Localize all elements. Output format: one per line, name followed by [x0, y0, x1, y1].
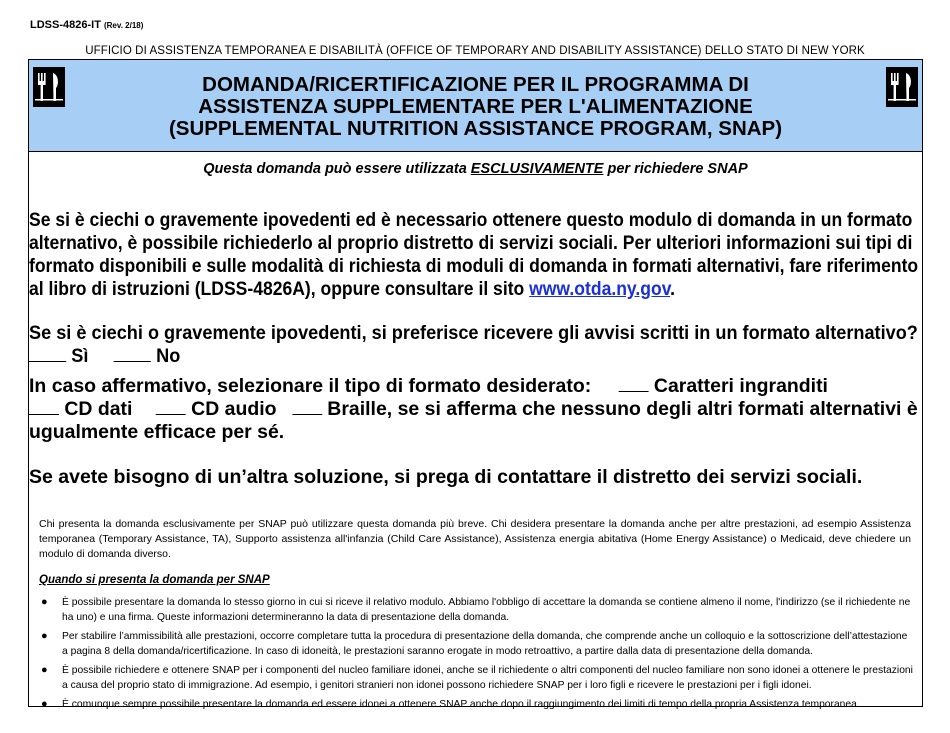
yes-blank[interactable]: [29, 345, 66, 362]
yes-label: Sì: [71, 345, 89, 367]
alternative-format-paragraph: [29, 209, 919, 301]
list-item-text: È possibile presentare la domanda lo stesso giorno in cui si riceve il relativo modulo. Abbiamo l'obbligo di accettare la domanda se contiene almeno il nome, l'indirizzo (se il richiedente ne ha uno) e una firma. Queste informazioni determineranno la data di presentazione della domanda.: [62, 597, 911, 623]
paragraph-end: .: [670, 278, 676, 300]
question-text: Se si è ciechi o gravemente ipovedenti, si preferisce ricevere gli avvisi scritti in un formato alternativo?: [29, 322, 918, 344]
usage-text-end: per richiedere SNAP: [603, 161, 748, 177]
list-item: [39, 595, 913, 625]
no-blank[interactable]: [114, 345, 151, 362]
braille-label: Braille, se si afferma che nessuno degli altri formati alternativi è: [327, 398, 918, 420]
paragraph-line: formato disponibili e sulle modalità di richiesta di moduli di domanda in formati alternativi, fare riferimento: [29, 255, 919, 277]
usage-note: [29, 161, 922, 177]
list-item-text: È possibile richiedere e ottenere SNAP per i componenti del nucleo familiare idonei, anche se il richiedente o altri componenti del nucleo familiare non sono idonei a ottenere le prestazioni a causa del proprio stato di immigrazione. Ad esempio, i genitori stranieri non idonei possono richiedere SNAP per i loro figli e ricevere le prestazioni per i figli idonei.: [62, 665, 913, 691]
bullet-icon: ●: [41, 630, 48, 642]
when-applying-list: [39, 595, 913, 716]
other-solution-text: Se avete bisogno di un’altra soluzione, si prega di contattare il distretto dei servizi sociali.: [29, 466, 863, 488]
format-options-line: [29, 398, 920, 421]
title-line: ASSISTENZA SUPPLEMENTARE PER L'ALIMENTAZIONE: [198, 95, 753, 118]
cd-data-blank[interactable]: [29, 398, 59, 415]
form-frame: [28, 59, 923, 710]
snap-only-note: Chi presenta la domanda esclusivamente per SNAP può utilizzare questa domanda più breve. Chi desidera presentare la domanda anche per altre prestazioni, ad esempio Assistenza temporanea (Temporary Assistance, TA), Supporto assistenza all'infanzia (Child Care Assistance), Assistenza energia abitativa (Home Energy Assistance) o Medicaid, deve chiedere un modulo di domanda diverso.: [39, 518, 911, 560]
format-choice: [29, 375, 920, 444]
paragraph-line: alternativo, è possibile richiederlo al proprio distretto di servizi sociali. Per ulteriori informazioni sui tipi di: [29, 232, 913, 254]
other-solution-note: [29, 466, 922, 489]
title-line: (SUPPLEMENTAL NUTRITION ASSISTANCE PROGRAM, SNAP): [168, 117, 783, 140]
usage-text: Questa domanda può essere utilizzata: [203, 161, 471, 177]
agency-name: UFFICIO DI ASSISTENZA TEMPORANEA E DISABILITÀ (OFFICE OF TEMPORARY AND DISABILITY ASSISTANCE) DELLO STATO DI NEW YORK: [85, 45, 865, 57]
braille-continuation: ugualmente efficace per sé.: [29, 421, 285, 443]
otda-website-link[interactable]: www.otda.ny.gov: [529, 278, 671, 300]
paragraph-text: al libro di istruzioni (LDSS-4826A), oppure consultare il sito: [29, 278, 530, 300]
format-prompt: In caso affermativo, selezionare il tipo di formato desiderato:: [29, 375, 592, 397]
form-revision: (Rev. 2/18): [103, 21, 144, 30]
list-item: [39, 697, 913, 712]
paragraph-line: Se si è ciechi o gravemente ipovedenti ed è necessario ottenere questo modulo di domanda in un formato: [29, 209, 913, 231]
no-label: No: [156, 345, 181, 367]
large-print-blank[interactable]: [619, 375, 649, 392]
braille-blank[interactable]: [292, 398, 322, 415]
when-applying-heading: Quando si presenta la domanda per SNAP: [39, 574, 270, 586]
bullet-icon: ●: [41, 664, 48, 676]
cd-data-label: CD dati: [64, 398, 133, 420]
title-banner: [29, 60, 922, 152]
notice-format-question: [29, 322, 918, 368]
form-number-text: LDSS-4826-IT: [30, 19, 101, 31]
bullet-icon: ●: [41, 596, 48, 608]
form-title: [119, 74, 832, 140]
fork-knife-icon: [33, 67, 65, 107]
bullet-icon: ●: [41, 698, 48, 710]
form-number: [30, 19, 143, 31]
fork-knife-icon: [886, 67, 918, 107]
title-line: DOMANDA/RICERTIFICAZIONE PER IL PROGRAMMA DI: [202, 73, 749, 96]
usage-emphasis: ESCLUSIVAMENTE: [470, 161, 604, 177]
large-print-label: Caratteri ingranditi: [653, 375, 828, 397]
list-item: [39, 629, 913, 659]
yes-no-options: [29, 345, 859, 368]
cd-audio-blank[interactable]: [156, 398, 186, 415]
list-item: [39, 663, 913, 693]
format-prompt-line: [29, 375, 920, 398]
cd-audio-label: CD audio: [191, 398, 277, 420]
paragraph-line: [29, 278, 833, 301]
list-item-text: È comunque sempre possibile presentare la domanda ed essere idonei a ottenere SNAP anche dopo il raggiungimento dei limiti di tempo della propria Assistenza temporanea.: [62, 699, 860, 710]
list-item-text: Per stabilire l’ammissibilità alle prestazioni, occorre completare tutta la procedura di presentazione della domanda, che comprende anche un colloquio e la sottoscrizione dell’attestazione a pagina 8 della domanda/ricertificazione. In caso di idoneità, le prestazioni saranno erogate in modo retroattivo, a partire dalla data di presentazione della domanda.: [62, 631, 908, 657]
